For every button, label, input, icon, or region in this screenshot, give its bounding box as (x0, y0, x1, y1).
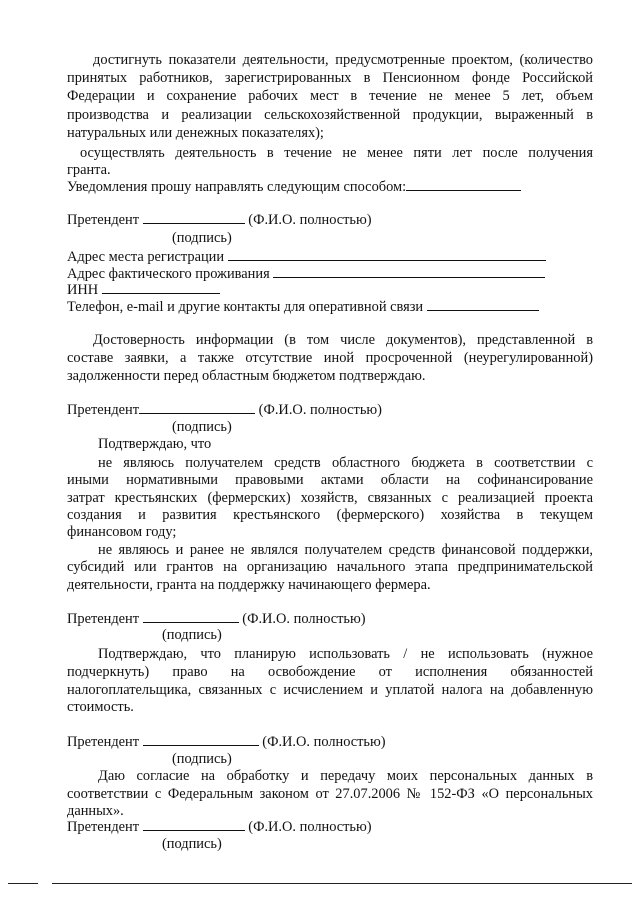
phone-line (67, 298, 539, 316)
reg-address-line (67, 248, 546, 266)
signature-blank[interactable] (139, 401, 255, 414)
confirm-label: Подтверждаю, что (98, 436, 212, 452)
inn-blank[interactable] (102, 281, 220, 294)
text-line: осуществлять деятельность в течение не менее пяти лет после получения (80, 145, 593, 161)
applicant-line (67, 211, 372, 229)
applicant-line (67, 733, 386, 751)
text-line: не являюсь и ранее не являлся получателем средств финансовой поддержки, (98, 542, 593, 558)
applicant-label: Претендент (67, 819, 140, 835)
notify-blank[interactable] (406, 178, 521, 191)
applicant-label: Претендент (67, 734, 140, 750)
page-edge-line (52, 883, 632, 884)
text-line: создания и развития крестьянского (фермерского) хозяйства в текущем (67, 507, 593, 523)
text-line: налогоплательщика, связанных с исчислением и уплатой налога на добавленную (67, 682, 593, 698)
text-line: составе заявки, а также отсутствие иной просроченной (неурегулированной) (67, 350, 593, 366)
text-line: подчеркнуть) право на освобождение от исполнения обязанностей (67, 664, 593, 680)
actual-address-label: Адрес фактического проживания (67, 266, 270, 282)
text-line: Федерации и сохранение рабочих мест в течение не менее 5 лет, объем (67, 88, 593, 104)
text-line: натуральных или денежных показателях); (67, 125, 324, 141)
text-line: финансовом году; (67, 524, 177, 540)
text-line: достигнуть показатели деятельности, предусмотренные проектом, (количество (93, 52, 593, 68)
signature-blank[interactable] (143, 733, 259, 746)
actual-address-blank[interactable] (273, 265, 545, 278)
text-line: гранта. (67, 162, 111, 178)
text-line: Достоверность информации (в том числе документов), представленной в (93, 332, 593, 348)
signature-blank[interactable] (143, 610, 239, 623)
text-line: иными нормативными правовыми актами области на софинансирование (67, 472, 593, 488)
inn-line (67, 281, 220, 299)
fio-label: (Ф.И.О. полностью) (248, 212, 372, 228)
text-line: затрат крестьянских (фермерских) хозяйств, связанных с реализацией проекта (67, 490, 593, 506)
phone-blank[interactable] (427, 298, 539, 311)
text-line: Даю согласие на обработку и передачу моих персональных данных в (98, 768, 593, 784)
phone-label: Телефон, e-mail и другие контакты для оперативной связи (67, 299, 424, 315)
signature-caption: (подпись) (162, 627, 222, 643)
signature-caption: (подпись) (172, 751, 232, 767)
text-line: стоимость. (67, 699, 134, 715)
text-line: данных». (67, 803, 124, 819)
applicant-line (67, 401, 382, 419)
fio-label: (Ф.И.О. полностью) (242, 611, 366, 627)
signature-caption: (подпись) (172, 419, 232, 435)
applicant-line (67, 610, 366, 628)
applicant-label: Претендент (67, 212, 140, 228)
text-line: деятельности, гранта на поддержку начинающего фермера. (67, 577, 431, 593)
page-edge-line (8, 883, 38, 884)
text-line: задолженности перед областным бюджетом подтверждаю. (67, 368, 426, 384)
signature-caption: (подпись) (172, 230, 232, 246)
reg-address-label: Адрес места регистрации (67, 249, 225, 265)
applicant-label: Претендент (67, 611, 140, 627)
text-line: соответствии с Федеральным законом от 27.07.2006 № 152-ФЗ «О персональных (67, 786, 593, 802)
text-line: производства и реализации сельскохозяйственной продукции, выраженный в (67, 107, 593, 123)
signature-blank[interactable] (143, 818, 245, 831)
notify-line (67, 178, 521, 196)
applicant-label: Претендент (67, 402, 140, 418)
applicant-line (67, 818, 372, 836)
text-line: субсидий или грантов на организацию начального этапа предпринимательской (67, 559, 593, 575)
text-line: Подтверждаю, что планирую использовать / не использовать (нужное (98, 646, 593, 662)
notify-label: Уведомления прошу направлять следующим способом: (67, 179, 407, 195)
signature-caption: (подпись) (162, 836, 222, 852)
fio-label: (Ф.И.О. полностью) (258, 402, 382, 418)
fio-label: (Ф.И.О. полностью) (248, 819, 372, 835)
fio-label: (Ф.И.О. полностью) (262, 734, 386, 750)
text-line: не являюсь получателем средств областного бюджета в соответствии с (98, 455, 593, 471)
inn-label: ИНН (67, 282, 99, 298)
reg-address-blank[interactable] (228, 248, 546, 261)
text-line: принятых работников, зарегистрированных в Пенсионном фонде Российской (67, 70, 593, 86)
signature-blank[interactable] (143, 211, 245, 224)
